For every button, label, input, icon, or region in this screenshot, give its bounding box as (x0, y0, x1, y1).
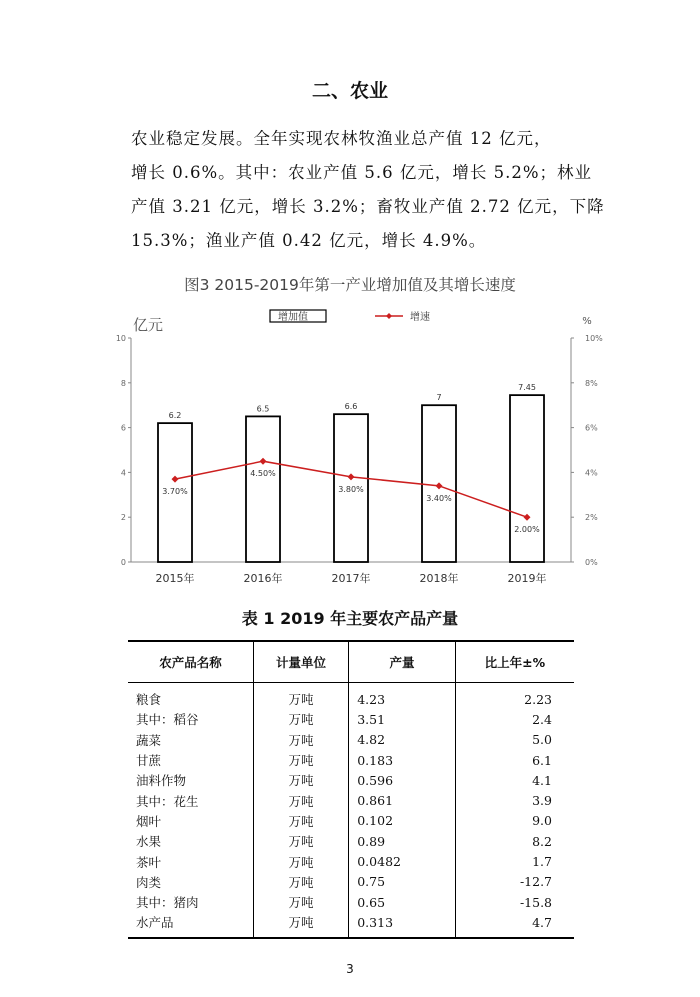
agriculture-paragraph (131, 122, 611, 258)
cell-unit: 万吨 (253, 770, 348, 790)
paragraph-line: 农业稳定发展。全年实现农林牧渔业总产值 12 亿元， (131, 129, 552, 148)
bar (246, 416, 280, 562)
cell-output: 0.313 (349, 912, 456, 937)
growth-rate-label: 3.40% (426, 493, 452, 503)
cell-unit: 万吨 (253, 730, 348, 750)
cell-product-name: 其中：花生 (136, 793, 199, 809)
header-change: 比上年±% (455, 641, 574, 683)
x-category-label: 2015年 (155, 572, 195, 585)
table-row (128, 851, 574, 871)
header-product-name: 农产品名称 (128, 641, 253, 683)
cell-product-name: 油料作物 (136, 773, 187, 789)
y2-tick-label: 0% (585, 558, 598, 567)
table-header-row (128, 641, 574, 683)
section-title: 二、农业 (311, 80, 388, 102)
table-body (128, 683, 574, 938)
table-row (128, 912, 574, 937)
paragraph-line: 15.3%；渔业产值 0.42 亿元，增长 4.9%。 (131, 231, 487, 250)
cell-unit: 万吨 (253, 912, 348, 937)
cell-output: 4.82 (349, 730, 456, 750)
cell-output: 0.89 (349, 831, 456, 851)
cell-output: 0.75 (349, 872, 456, 892)
cell-unit: 万吨 (253, 683, 348, 710)
bar-value-label: 7 (436, 393, 442, 403)
bar-value-label: 7.45 (518, 383, 536, 393)
table-row (128, 709, 574, 729)
cell-product-name: 茶叶 (136, 854, 162, 870)
cell-product-name: 水果 (136, 834, 162, 850)
cell-product-name: 水产品 (128, 912, 253, 937)
paragraph-line: 产值 3.21 亿元，增长 3.2%；畜牧业产值 2.72 亿元，下降 (131, 197, 605, 216)
value-added-chart (110, 300, 610, 590)
cell-unit: 万吨 (253, 872, 348, 892)
table-row (128, 730, 574, 750)
x-category-label: 2019年 (507, 572, 547, 585)
cell-output: 0.861 (349, 790, 456, 810)
growth-rate-label: 2.00% (514, 525, 540, 535)
legend-line-label: 增速 (410, 312, 430, 323)
bar (510, 395, 544, 562)
table-row (128, 892, 574, 912)
cell-unit: 万吨 (253, 811, 348, 831)
table-title: 表 1 2019 年主要农产品产量 (241, 609, 459, 628)
y-tick-label: 0 (120, 558, 126, 567)
figure-caption: 图3 2015-2019年第一产业增加值及其增长速度 (184, 276, 516, 294)
cell-output: 3.51 (349, 709, 456, 729)
cell-unit: 万吨 (253, 892, 348, 912)
y-axis-unit-label: 亿元 (132, 316, 164, 334)
header-unit: 计量单位 (253, 641, 348, 683)
cell-change: 1.7 (455, 851, 574, 871)
table-row (128, 770, 574, 790)
cell-unit: 万吨 (253, 709, 348, 729)
cell-output: 0.65 (349, 892, 456, 912)
cell-product-name: 肉类 (136, 874, 162, 890)
cell-output: 0.596 (349, 770, 456, 790)
table-row (128, 750, 574, 770)
bar-value-label: 6.6 (344, 402, 358, 412)
cell-change: 3.9 (455, 790, 574, 810)
cell-change: 2.23 (455, 683, 574, 710)
header-output: 产量 (349, 641, 456, 683)
cell-change: 5.0 (455, 730, 574, 750)
cell-product-name: 其中：猪肉 (136, 895, 199, 911)
y2-tick-label: 4% (585, 468, 598, 478)
cell-output: 0.102 (349, 811, 456, 831)
cell-product-name: 粮食 (136, 692, 162, 708)
table-row (128, 811, 574, 831)
cell-unit: 万吨 (253, 790, 348, 810)
table-row (128, 683, 574, 710)
cell-change: -12.7 (455, 872, 574, 892)
table-row (128, 872, 574, 892)
cell-output: 4.23 (349, 683, 456, 710)
cell-product-name: 其中：稻谷 (136, 712, 199, 728)
cell-change: 8.2 (455, 831, 574, 851)
cell-unit: 万吨 (253, 851, 348, 871)
y-tick-label: 8 (120, 378, 126, 388)
y-tick-label: 6 (120, 423, 126, 433)
products-table (128, 640, 574, 939)
y-tick-label: 2 (120, 513, 126, 523)
cell-change: 6.1 (455, 750, 574, 770)
cell-change: 2.4 (455, 709, 574, 729)
cell-change: 4.1 (455, 770, 574, 790)
table-row (128, 790, 574, 810)
paragraph-line: 增长 0.6%。其中：农业产值 5.6 亿元，增长 5.2%；林业 (131, 163, 593, 182)
legend-bar-label: 增加值 (278, 312, 308, 323)
cell-unit: 万吨 (253, 750, 348, 770)
growth-rate-label: 4.50% (250, 469, 276, 479)
cell-product-name: 甘蔗 (136, 753, 162, 769)
bar-value-label: 6.2 (168, 411, 182, 421)
x-category-label: 2017年 (331, 572, 371, 585)
cell-product-name: 蔬菜 (136, 732, 162, 748)
page-number: 3 (346, 962, 354, 976)
growth-rate-label: 3.80% (338, 484, 364, 494)
legend-line-marker (386, 313, 392, 319)
bar-value-label: 6.5 (256, 404, 270, 414)
x-category-label: 2018年 (419, 572, 459, 585)
cell-output: 0.183 (349, 750, 456, 770)
y2-tick-label: 10% (585, 334, 603, 343)
y-tick-label: 10 (115, 334, 126, 343)
y2-tick-label: 8% (585, 378, 598, 388)
cell-change: 4.7 (455, 912, 574, 937)
y2-axis-unit-label: % (582, 316, 592, 327)
cell-unit: 万吨 (253, 831, 348, 851)
cell-change: 9.0 (455, 811, 574, 831)
cell-change: -15.8 (455, 892, 574, 912)
table-row (128, 831, 574, 851)
cell-product-name: 烟叶 (136, 813, 162, 829)
cell-output: 0.0482 (349, 851, 456, 871)
y2-tick-label: 2% (585, 513, 598, 523)
y2-tick-label: 6% (585, 423, 598, 433)
growth-rate-label: 3.70% (162, 487, 188, 497)
y-tick-label: 4 (120, 468, 126, 478)
x-category-label: 2016年 (243, 572, 283, 585)
